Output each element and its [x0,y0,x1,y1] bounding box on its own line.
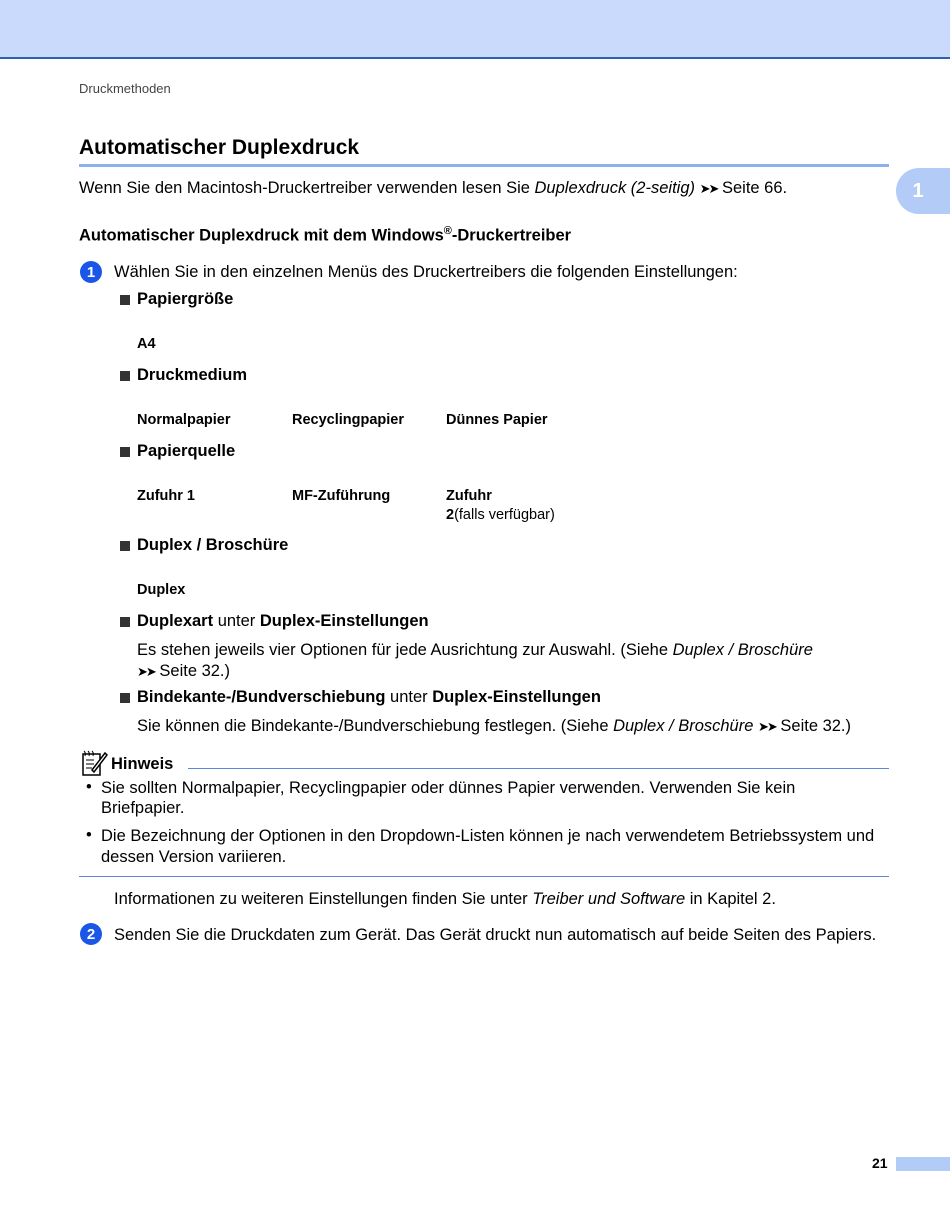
info-link[interactable]: Treiber und Software [532,890,686,908]
binding-offset-label: Bindekante-/Bundverschiebung [137,688,386,706]
duplex-type-desc-2 [137,661,230,682]
subsection-title-b: -Druckertreiber [451,226,572,245]
desc-suffix: Seite 32.) [154,662,231,680]
bullet-square-icon [120,541,130,551]
bullet-square-icon [120,371,130,381]
option-recycled-paper: Recyclingpapier [292,412,405,428]
setting-binding-offset [137,688,601,707]
step-2-badge: 2 [80,923,102,945]
info-suffix: in Kapitel 2. [685,890,776,908]
running-header: Druckmethoden [79,81,171,96]
setting-duplex-type [137,612,429,631]
tray-2-availability: (falls verfügbar) [454,507,555,523]
page-number: 21 [872,1155,888,1171]
step-1-badge: 1 [80,261,102,283]
option-tray-2-note [446,507,555,523]
under-text: unter [213,612,260,630]
desc-text: Sie können die Bindekante-/Bundverschiebung festlegen. (Siehe [137,717,614,735]
duplex-settings-label: Duplex-Einstellungen [259,612,429,630]
note-rule [188,768,889,769]
bullet-square-icon [120,693,130,703]
option-mp-tray: MF-Zuführung [292,488,391,504]
note-bullet-2-line-1: Die Bezeichnung der Optionen in den Dropdown-Listen können je nach verwendetem Betriebssystem und [101,827,875,845]
step-1-text: Wählen Sie in den einzelnen Menüs des Druckertreibers die folgenden Einstellungen: [114,263,738,281]
note-bullet-dot: • [86,826,92,844]
registered-mark: ® [443,225,452,237]
note-bullet-1-line-2: Briefpapier. [101,799,185,817]
setting-paper-size: Papiergröße [137,290,234,308]
intro-suffix: Seite 66. [717,179,788,197]
bullet-square-icon [120,617,130,627]
option-duplex: Duplex [137,582,186,598]
note-bullet-1-line-1: Sie sollten Normalpapier, Recyclingpapier oder dünnes Papier verwenden. Verwenden Sie kein [101,779,796,797]
section-title: Automatischer Duplexdruck [79,136,360,159]
section-intro [79,178,787,199]
chapter-tab: 1 [896,168,950,214]
duplex-type-label: Duplexart [137,612,214,630]
desc-text: Es stehen jeweils vier Optionen für jede Ausrichtung zur Auswahl. (Siehe [137,641,673,659]
intro-link[interactable]: Duplexdruck (2-seitig) [534,179,695,197]
option-plain-paper: Normalpapier [137,412,231,428]
info-text [114,889,776,910]
setting-media-type: Druckmedium [137,366,248,384]
setting-paper-source: Papierquelle [137,442,236,460]
option-tray-2: Zufuhr [446,488,492,504]
subsection-title-a: Automatischer Duplexdruck mit dem Windows [79,226,444,245]
desc-link[interactable]: Duplex / Broschüre [613,717,754,735]
bullet-square-icon [120,447,130,457]
bullet-square-icon [120,295,130,305]
arrows-icon: ➤➤ [758,719,776,734]
note-bullet-2-line-2: dessen Version variieren. [101,848,287,866]
note-title: Hinweis [111,755,174,773]
duplex-type-desc [137,640,813,661]
binding-offset-desc [137,716,851,737]
tray-2-number: 2 [446,507,455,523]
under-text: unter [385,688,433,706]
setting-duplex-booklet: Duplex / Broschüre [137,536,289,554]
page-tab [896,1157,950,1171]
option-a4: A4 [137,336,156,352]
arrows-icon: ➤➤ [699,181,718,196]
note-bullet-dot: • [86,778,92,796]
arrows-icon: ➤➤ [137,664,155,679]
info-prefix: Informationen zu weiteren Einstellungen finden Sie unter [114,890,533,908]
note-pencil-icon [80,750,108,778]
subsection-title [79,225,571,246]
desc-link[interactable]: Duplex / Broschüre [672,641,813,659]
step-2-text: Senden Sie die Druckdaten zum Gerät. Das Gerät druckt nun automatisch auf beide Seiten des Papiers. [114,926,877,944]
top-header-band [0,0,950,59]
intro-text: Wenn Sie den Macintosh-Druckertreiber verwenden lesen Sie [79,179,535,197]
duplex-settings-label: Duplex-Einstellungen [432,688,601,706]
section-title-rule [79,164,889,167]
note-bottom-rule [79,876,889,877]
desc-suffix: Seite 32.) [775,717,852,735]
option-thin-paper: Dünnes Papier [446,412,548,428]
option-tray-1: Zufuhr 1 [137,488,195,504]
